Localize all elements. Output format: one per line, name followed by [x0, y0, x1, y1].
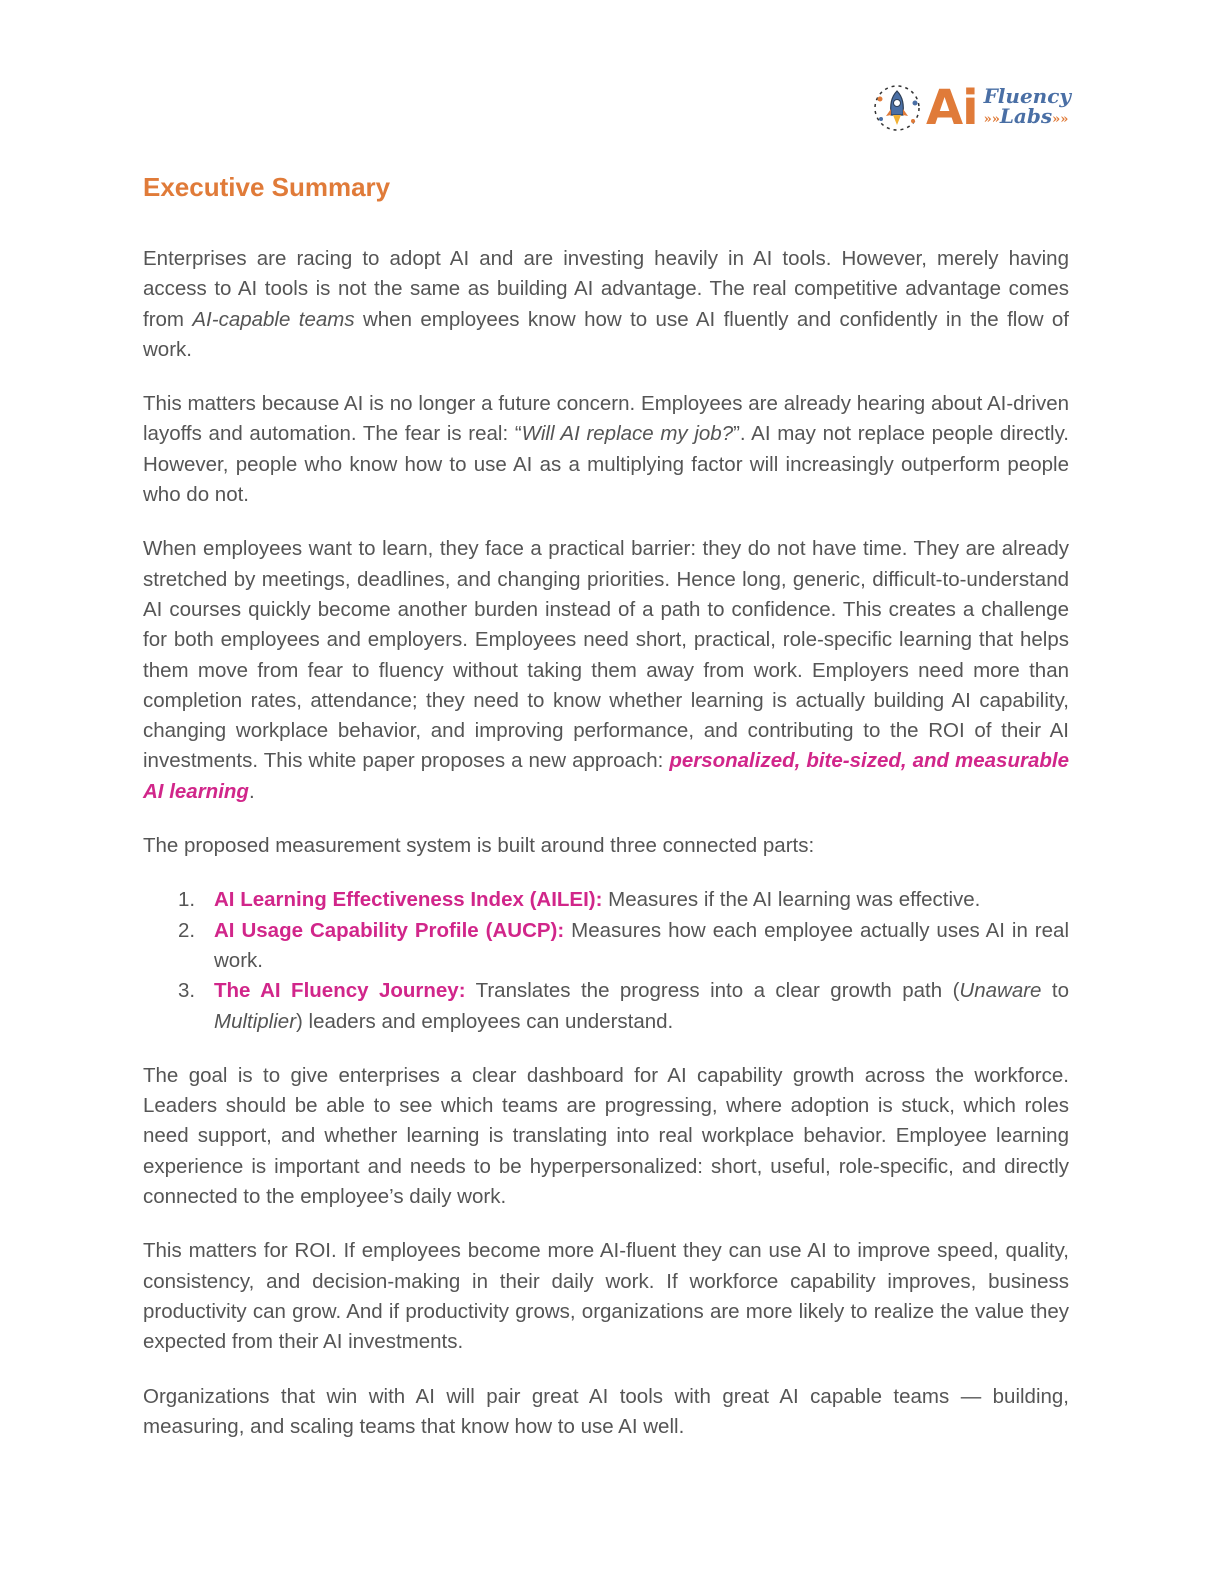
- list-item: 1. AI Learning Effectiveness Index (AILEI): Measures if the AI learning was effective.: [178, 888, 981, 912]
- list-item: 3. The AI Fluency Journey: Translates the progress into a clear growth path (Unaware to Multiplier) leaders and employees can understand.: [178, 979, 1070, 1033]
- logo-ai-text: Ai: [926, 80, 978, 136]
- paragraph-5: The goal is to give enterprises a clear dashboard for AI capability growth across the workforce. Leaders should be able to see which teams are progressing, where adoption is stuck, which roles need support, and whether learning is translating into real workplace behavior. Employee learning experience is important and needs to be hyperpersonalized: short, useful, role-specific, and directly connected to the employee’s daily work.: [143, 1063, 1069, 1209]
- emphasis-quote: Will AI replace my job?: [521, 422, 734, 446]
- brand-logo: [872, 80, 1072, 136]
- logo-wordmark: [984, 86, 1071, 130]
- section-heading: Executive Summary: [143, 172, 391, 202]
- logo-line-labs: [984, 106, 1071, 130]
- list-term: AI Learning Effectiveness Index (AILEI):: [214, 888, 603, 912]
- rocket-icon: [872, 83, 922, 133]
- paragraph-7: Organizations that win with AI will pair great AI tools with great AI capable teams — building, measuring, and scaling teams that know how to use AI well.: [143, 1384, 1069, 1438]
- list-term: AI Usage Capability Profile (AUCP):: [214, 918, 565, 942]
- paragraph-4: The proposed measurement system is built around three connected parts:: [143, 834, 815, 858]
- logo-word-labs: Labs: [999, 104, 1053, 128]
- logo-word-fluency: Fluency: [983, 84, 1072, 108]
- list-item: 2. AI Usage Capability Profile (AUCP): Measures how each employee actually uses AI in real work.: [178, 918, 1069, 972]
- logo-chevrons-right: »»: [1052, 112, 1069, 127]
- logo-chevrons-left: »»: [983, 112, 1000, 127]
- paragraph-1: Enterprises are racing to adopt AI and are investing heavily in AI tools. However, merely having access to AI tools is not the same as building AI advantage. The real competitive advantage comes from AI-capable teams when employees know how to use AI fluently and confidently in the flow of work.: [143, 247, 1069, 361]
- paragraph-3: When employees want to learn, they face a practical barrier: they do not have time. They are already stretched by meetings, deadlines, and changing priorities. Hence long, generic, difficult-to-understand AI courses quickly become another burden instead of a path to confidence. This creates a challenge for both employees and employers. Employees need short, practical, role-specific learning that helps them move from fear to fluency without taking them away from work. Employers need more than completion rates, attendance; they need to know whether learning is actually building AI capability, changing workplace behavior, and improving performance, and contributing to the ROI of their AI investments. This white paper proposes a new approach: personalized, bite-sized, and measurable AI learning.: [143, 537, 1069, 803]
- highlight-approach: personalized, bite-sized, and measurable AI learning: [143, 749, 1069, 803]
- emphasis-ai-capable-teams: AI-capable teams: [192, 307, 355, 331]
- numbered-list: [143, 885, 1069, 1036]
- list-term: The AI Fluency Journey:: [214, 979, 466, 1003]
- document-body: [143, 170, 1069, 1466]
- paragraph-2: This matters because AI is no longer a future concern. Employees are already hearing about AI-driven layoffs and automation. The fear is real: “Will AI replace my job?”. AI may not replace people directly. However, people who know how to use AI as a multiplying factor will increasingly outperform people who do not.: [143, 392, 1070, 507]
- paragraph-6: This matters for ROI. If employees become more AI-fluent they can use AI to improve speed, quality, consistency, and decision-making in their daily work. If workforce capability improves, business productivity can grow. And if productivity grows, organizations are more likely to realize the value they expected from their AI investments.: [143, 1239, 1069, 1354]
